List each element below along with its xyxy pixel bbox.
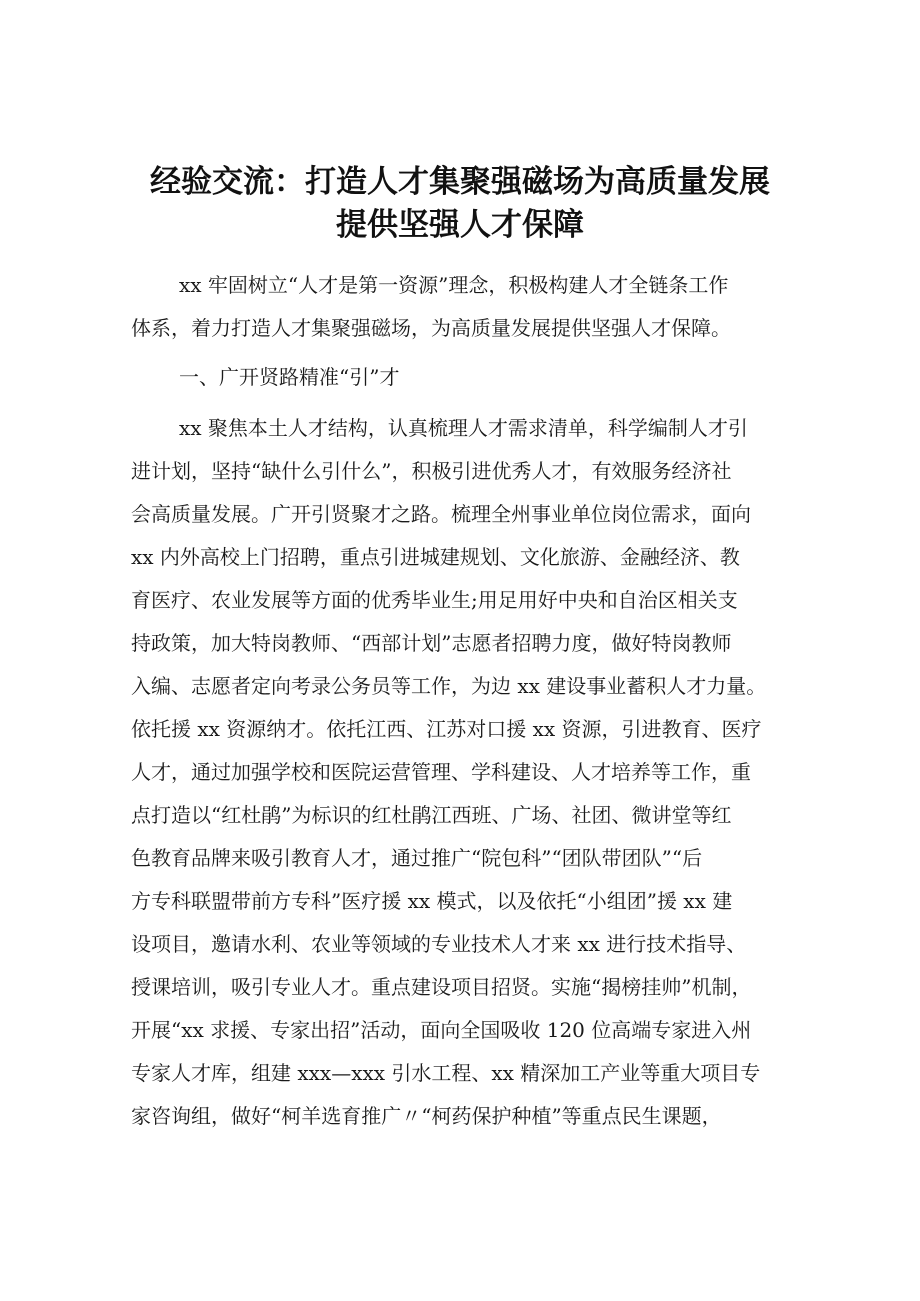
text-line: 体系，着力打造人才集聚强磁场，为高质量发展提供坚强人才保障。	[131, 316, 731, 340]
text-line: 依托援 xx 资源纳才。依托江西、江苏对口援 xx 资源，引进教育、医疗	[131, 717, 762, 741]
text-line: xx 牢固树立“人才是第一资源”理念，积极构建人才全链条工作	[179, 273, 729, 297]
text-line: xx 聚焦本土人才结构，认真梳理人才需求清单，科学编制人才引	[179, 416, 748, 440]
text-line: 专家人才库，组建 xxx—xxx 引水工程、xx 精深加工产业等重大项目专	[131, 1061, 761, 1085]
text-line: 方专科联盟带前方专科”医疗援 xx 模式，以及依托“小组团”援 xx 建	[131, 889, 733, 913]
text-line: 家咨询组，做好“柯羊选育推广〃“柯药保护种植”等重点民生课题，	[131, 1104, 722, 1128]
document-title-line-1: 经验交流：打造人才集聚强磁场为高质量发展	[150, 164, 770, 200]
text-line: 人才，通过加强学校和医院运营管理、学科建设、人才培养等工作，重	[131, 760, 751, 784]
text-line: xx 内外高校上门招聘，重点引进城建规划、文化旅游、金融经济、教	[131, 545, 740, 569]
text-line: 育医疗、农业发展等方面的优秀毕业生;用足用好中央和自治区相关支	[131, 588, 738, 612]
text-line: 点打造以“红杜鹃”为标识的红杜鹃江西班、广场、社团、微讲堂等红	[131, 803, 732, 827]
text-line: 进计划，坚持“缺什么引什么”，积极引进优秀人才，有效服务经济社	[131, 459, 732, 483]
text-line: 授课培训，吸引专业人才。重点建设项目招贤。实施“揭榜挂帅”机制，	[131, 975, 752, 999]
text-line: 开展“xx 求援、专家出招”活动，面向全国吸收 120 位高端专家进入州	[131, 1018, 752, 1042]
text-line: 设项目，邀请水利、农业等领域的专业技术人才来 xx 进行技术指导、	[131, 932, 747, 956]
document-title-line-2: 提供坚强人才保障	[336, 207, 584, 243]
intro-paragraph	[131, 264, 831, 350]
section-paragraph	[131, 407, 831, 1138]
section-heading: 一、广开贤路精准“引”才	[179, 365, 400, 389]
text-line: 会高质量发展。广开引贤聚才之路。梳理全州事业单位岗位需求，面向	[131, 502, 751, 526]
text-line: 持政策，加大特岗教师、“西部计划”志愿者招聘力度，做好特岗教师	[131, 631, 732, 655]
text-line: 色教育品牌来吸引教育人才，通过推广“院包科”“团队带团队”“后	[131, 846, 703, 870]
text-line: 入编、志愿者定向考录公务员等工作，为边 xx 建设事业蓄积人才力量。	[131, 674, 767, 698]
